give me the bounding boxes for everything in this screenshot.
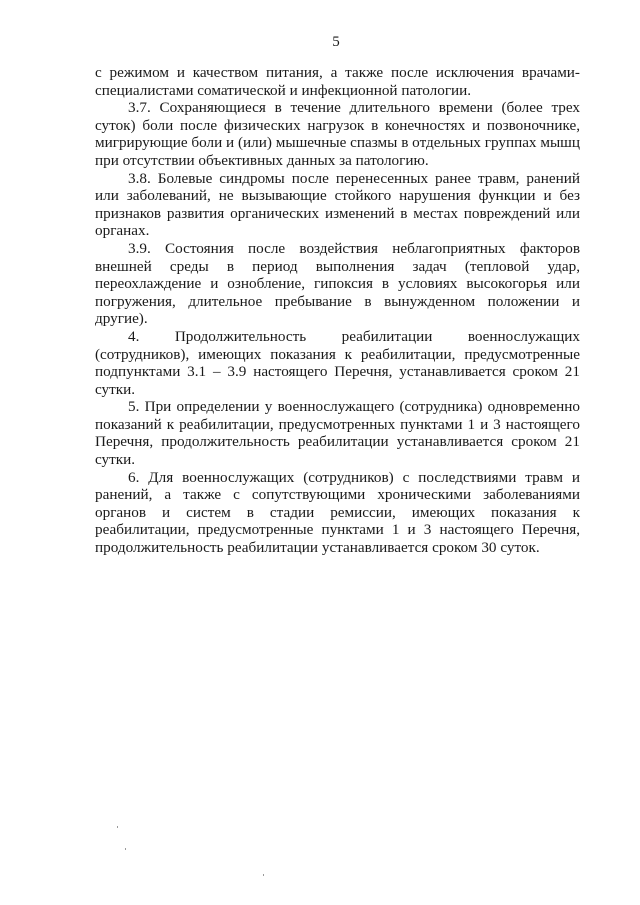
paragraph-3-9: 3.9. Состояния после воздействия неблагоприятных факторов внешней среды в период выполнения задач (тепловой удар, переохлаждение и ознобление, гипоксия в условиях высокогорья или погружения, длительное пребывание в вынужденном положении и другие). [95, 239, 580, 328]
paragraph-4: 4. Продолжительность реабилитации военнослужащих (сотрудников), имеющих показания к реабилитации, предусмотренные подпунктами 3.1 – 3.9 настоящего Перечня, устанавливается сроком 21 сутки. [95, 327, 580, 398]
paragraph-continuation: с режимом и качеством питания, а также после исключения врачами-специалистами соматической и инфекционной патологии. [95, 64, 580, 99]
scan-speck [125, 848, 126, 850]
scan-speck [263, 874, 264, 876]
paragraph-3-7: 3.7. Сохраняющиеся в течение длительного времени (более трех суток) боли после физических нагрузок в конечностях и позвоночнике, мигрирующие боли и (или) мышечные спазмы в отдельных группах мышц при отсутствии объективных данных за патологию. [95, 99, 580, 169]
paragraph-5: 5. При определении у военнослужащего (сотрудника) одновременно показаний к реабилитации, предусмотренных пунктами 1 и 3 настоящего Перечня, продолжительность реабилитации устанавливается сроком 21 сутки. [95, 398, 580, 469]
scan-speck [117, 826, 118, 828]
paragraph-3-8: 3.8. Болевые синдромы после перенесенных ранее травм, ранений или заболеваний, не вызывающие стойкого нарушения функции и без признаков развития органических изменений в местах повреждений или органах. [95, 169, 580, 240]
paragraph-6: 6. Для военнослужащих (сотрудников) с последствиями травм и ранений, а также с сопутствующими хроническими заболеваниями органов и систем в стадии ремиссии, имеющих показания к реабилитации, предусмотренные пунктами 1 и 3 настоящего Перечня, продолжительность реабилитации устанавливается сроком 30 суток. [95, 468, 580, 557]
page-number: 5 [332, 34, 340, 50]
body-text [95, 64, 580, 557]
